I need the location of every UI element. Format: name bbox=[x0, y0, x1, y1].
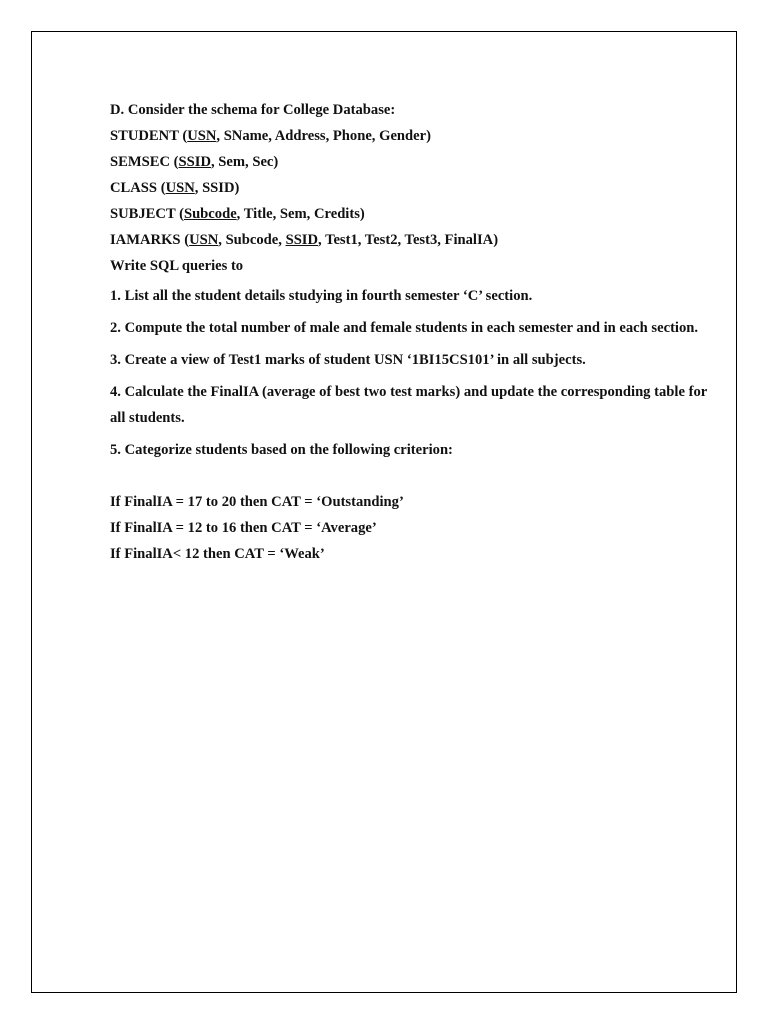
query-item-3: 3. Create a view of Test1 marks of student USN ‘1BI15CS101’ in all subjects. bbox=[110, 352, 586, 368]
document-body bbox=[110, 97, 710, 567]
schema-primary-key: Subcode bbox=[183, 206, 237, 222]
schema-table-name: IAMARKS bbox=[110, 232, 181, 248]
query-item-2: 2. Compute the total number of male and female students in each semester and in each section. bbox=[110, 320, 699, 336]
schema-class: CLASS (USN, SSID) bbox=[110, 180, 240, 196]
schema-attributes: , Test1, Test2, Test3, FinalIA) bbox=[318, 232, 499, 248]
schema-attributes: , SSID) bbox=[194, 180, 240, 196]
document-heading: D. Consider the schema for College Database: bbox=[110, 102, 396, 118]
schema-subject: SUBJECT (Subcode, Title, Sem, Credits) bbox=[110, 206, 365, 222]
schema-table-name: SEMSEC bbox=[110, 154, 171, 170]
schema-secondary-key: SSID bbox=[285, 232, 319, 248]
query-item-5: 5. Categorize students based on the following criterion: bbox=[110, 442, 453, 458]
schema-table-name: STUDENT bbox=[110, 128, 179, 144]
schema-table-name: CLASS bbox=[110, 180, 158, 196]
query-item-4: 4. Calculate the FinalIA (average of best two test marks) and update the corresponding table for all students. bbox=[110, 384, 707, 426]
query-item-1: 1. List all the student details studying in fourth semester ‘C’ section. bbox=[110, 288, 533, 304]
criterion-outstanding: If FinalIA = 17 to 20 then CAT = ‘Outstanding’ bbox=[110, 494, 404, 510]
schema-semsec: SEMSEC (SSID, Sem, Sec) bbox=[110, 154, 279, 170]
schema-primary-key: USN bbox=[187, 128, 217, 144]
schema-primary-key: USN bbox=[189, 232, 219, 248]
schema-primary-key: SSID bbox=[178, 154, 211, 170]
criterion-weak: If FinalIA< 12 then CAT = ‘Weak’ bbox=[110, 546, 325, 562]
schema-primary-key: USN bbox=[165, 180, 195, 196]
schema-table-name: SUBJECT bbox=[110, 206, 176, 222]
instruction-text: Write SQL queries to bbox=[110, 258, 244, 274]
schema-attributes: , SName, Address, Phone, Gender) bbox=[216, 128, 431, 144]
schema-iamarks: IAMARKS (USN, Subcode, SSID, Test1, Test2, Test3, FinalIA) bbox=[110, 232, 499, 248]
criterion-average: If FinalIA = 12 to 16 then CAT = ‘Average’ bbox=[110, 520, 377, 536]
schema-attributes: , Sem, Sec) bbox=[210, 154, 279, 170]
schema-attributes: , Title, Sem, Credits) bbox=[236, 206, 365, 222]
schema-student: STUDENT (USN, SName, Address, Phone, Gender) bbox=[110, 128, 431, 144]
schema-attributes: , Subcode, bbox=[218, 232, 286, 248]
